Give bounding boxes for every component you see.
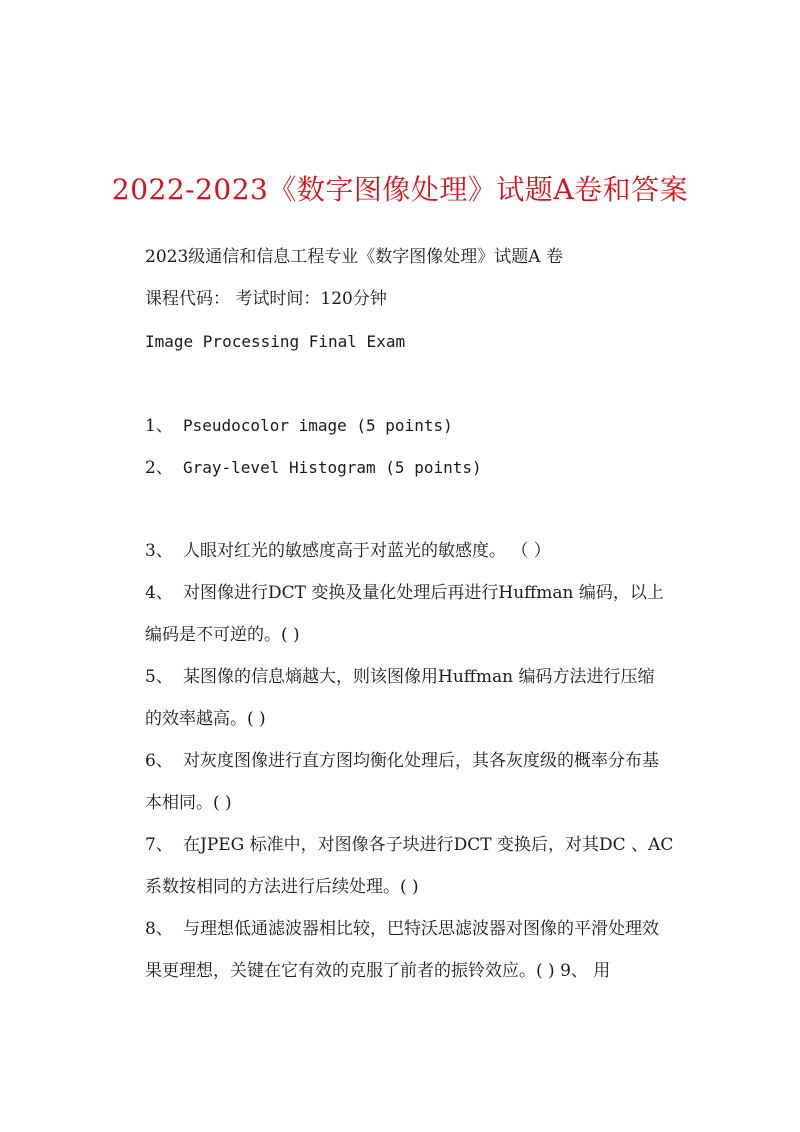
question-number: 3、 (145, 541, 173, 561)
question-item (145, 530, 705, 572)
question-text: 某图像的信息熵越大，则该图像用Huffman 编码方法进行压缩 (183, 667, 655, 687)
question-text: 对图像进行DCT 变换及量化处理后再进行Huffman 编码，以上 (183, 583, 664, 603)
question-number: 4、 (145, 583, 173, 603)
course-info-line: 课程代码： 考试时间：120分钟 (145, 289, 387, 309)
term-text: Pseudocolor image (5 points) (183, 416, 453, 435)
term-item (145, 447, 705, 489)
question-item (145, 824, 705, 908)
question-text-continued: 果更理想，关键在它有效的克服了前者的振铃效应。( ) 9、 用 (145, 961, 611, 981)
question-item (145, 656, 705, 740)
question-text: 在JPEG 标准中，对图像各子块进行DCT 变换后，对其DC 、AC (183, 835, 674, 855)
question-text-continued: 的效率越高。( ) (145, 709, 266, 729)
question-number: 8、 (145, 919, 173, 939)
term-number: 2、 (145, 458, 173, 478)
question-text-continued: 编码是不可逆的。( ) (145, 625, 300, 645)
question-number: 6、 (145, 751, 173, 771)
question-item (145, 740, 705, 824)
question-item (145, 572, 705, 656)
term-item (145, 405, 705, 447)
term-text: Gray-level Histogram (5 points) (183, 458, 482, 477)
question-text: 与理想低通滤波器相比较，巴特沃思滤波器对图像的平滑处理效 (183, 919, 659, 939)
term-number: 1、 (145, 416, 173, 436)
question-text: 人眼对红光的敏感度高于对蓝光的敏感度。 （ ） (183, 541, 551, 561)
question-text-continued: 本相同。( ) (145, 793, 232, 813)
question-text-continued: 系数按相同的方法进行后续处理。( ) (145, 877, 419, 897)
exam-english-title: Image Processing Final Exam (145, 332, 406, 351)
question-number: 7、 (145, 835, 173, 855)
question-text: 对灰度图像进行直方图均衡化处理后，其各灰度级的概率分布基 (183, 751, 659, 771)
question-number: 5、 (145, 667, 173, 687)
exam-info-line: 2023级通信和信息工程专业《数字图像处理》试题A 卷 (145, 247, 563, 267)
document-title: 2022-2023《数字图像处理》试题A卷和答案 (111, 173, 689, 206)
question-item (145, 908, 705, 992)
